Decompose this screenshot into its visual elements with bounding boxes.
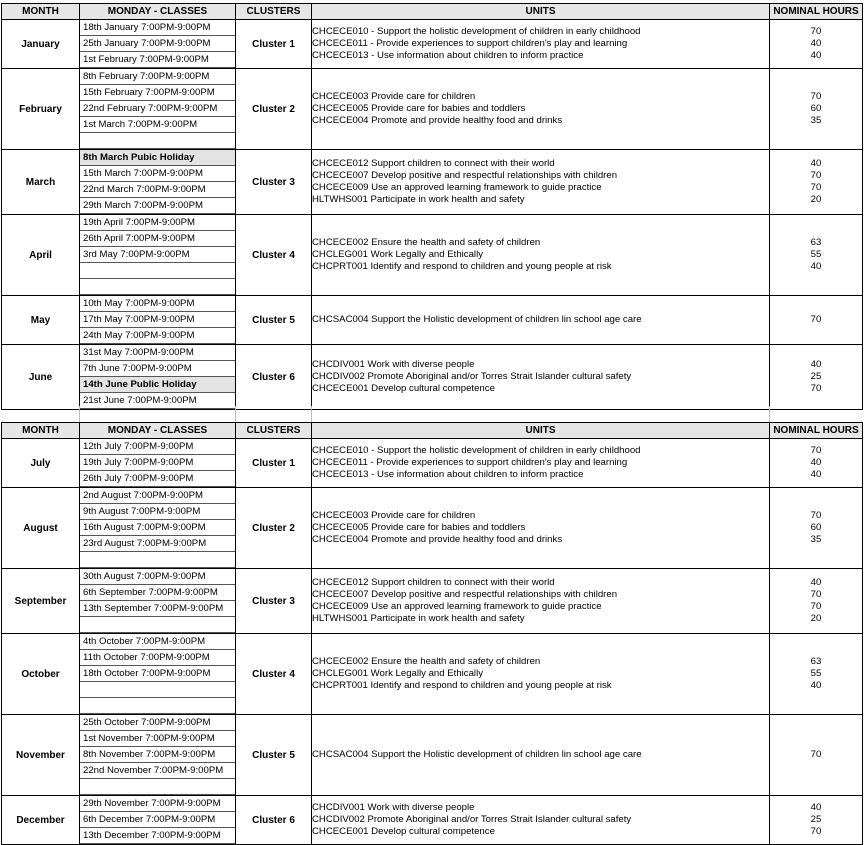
- unit-line: CHCECE007 Develop positive and respectful relationships with children: [312, 170, 618, 181]
- classes-cell: [80, 296, 236, 345]
- hours-value: 40: [810, 469, 822, 480]
- month-cell: June: [2, 345, 80, 410]
- hours-value: 25: [810, 371, 822, 382]
- class-slot: 22nd November 7:00PM-9:00PM: [80, 763, 235, 779]
- unit-line: CHCDIV002 Promote Aboriginal and/or Torres Strait Islander cultural safety: [312, 814, 632, 825]
- units-cell: [312, 634, 770, 715]
- unit-line: CHCSAC004 Support the Holistic development of children lin school age care: [312, 749, 642, 760]
- month-row-july: [2, 439, 863, 488]
- cluster-cell: Cluster 4: [236, 215, 312, 296]
- hours-value: 40: [810, 359, 822, 370]
- units-cell: [312, 796, 770, 845]
- hours-value: 70: [810, 826, 822, 837]
- month-row-february: [2, 69, 863, 150]
- units-cell: [312, 715, 770, 796]
- cluster-cell: Cluster 1: [236, 439, 312, 488]
- units-cell: [312, 296, 770, 345]
- month-cell: April: [2, 215, 80, 296]
- unit-line: CHCECE013 - Use information about children to inform practice: [312, 50, 584, 61]
- hours-value: 20: [810, 613, 822, 624]
- hours-cell: [770, 345, 863, 410]
- month-cell: September: [2, 569, 80, 634]
- month-row-november: [2, 715, 863, 796]
- class-slot: 6th September 7:00PM-9:00PM: [80, 585, 235, 601]
- class-slot: 11th October 7:00PM-9:00PM: [80, 650, 235, 666]
- hours-value: 70: [810, 383, 822, 394]
- hours-cell: [770, 150, 863, 215]
- classes-cell: [80, 569, 236, 634]
- month-cell: July: [2, 439, 80, 488]
- month-cell: May: [2, 296, 80, 345]
- cluster-cell: Cluster 6: [236, 796, 312, 845]
- class-slot: 7th June 7:00PM-9:00PM: [80, 361, 235, 377]
- hours-cell: [770, 215, 863, 296]
- month-row-june: [2, 345, 863, 410]
- cluster-cell: Cluster 2: [236, 69, 312, 150]
- hours-value: 70: [810, 445, 822, 456]
- month-row-december: [2, 796, 863, 845]
- schedule-table-first-half: [1, 3, 863, 410]
- unit-line: CHCPRT001 Identify and respond to children and young people at risk: [312, 261, 612, 272]
- class-slot: 19th July 7:00PM-9:00PM: [80, 455, 235, 471]
- class-slot: [80, 133, 235, 149]
- hours-value: 40: [810, 457, 822, 468]
- hours-header: NOMINAL HOURS: [770, 4, 863, 20]
- unit-line: CHCLEG001 Work Legally and Ethically: [312, 668, 483, 679]
- class-slot: 2nd August 7:00PM-9:00PM: [80, 488, 235, 504]
- table-gap: [1, 406, 862, 422]
- unit-line: CHCECE007 Develop positive and respectful relationships with children: [312, 589, 618, 600]
- class-slot: 19th April 7:00PM-9:00PM: [80, 215, 235, 231]
- class-slot: 26th July 7:00PM-9:00PM: [80, 471, 235, 487]
- class-slot: 1st March 7:00PM-9:00PM: [80, 117, 235, 133]
- hours-value: 70: [810, 749, 822, 760]
- class-slot: 15th March 7:00PM-9:00PM: [80, 166, 235, 182]
- unit-line: CHCECE005 Provide care for babies and toddlers: [312, 103, 526, 114]
- units-cell: [312, 488, 770, 569]
- hours-cell: [770, 569, 863, 634]
- hours-value: 70: [810, 589, 822, 600]
- class-slot: 8th February 7:00PM-9:00PM: [80, 69, 235, 85]
- unit-line: CHCECE004 Promote and provide healthy food and drinks: [312, 534, 563, 545]
- class-slot: [80, 698, 235, 714]
- unit-line: HLTWHS001 Participate in work health and safety: [312, 194, 525, 205]
- header-row: [2, 423, 863, 439]
- hours-value: 70: [810, 182, 822, 193]
- class-slot: 1st November 7:00PM-9:00PM: [80, 731, 235, 747]
- hours-value: 70: [810, 170, 822, 181]
- class-slot: 26th April 7:00PM-9:00PM: [80, 231, 235, 247]
- classes-header: MONDAY - CLASSES: [80, 423, 236, 439]
- class-slot: 13th December 7:00PM-9:00PM: [80, 828, 235, 844]
- classes-header: MONDAY - CLASSES: [80, 4, 236, 20]
- hours-cell: [770, 439, 863, 488]
- hours-value: 40: [810, 261, 822, 272]
- month-row-march: [2, 150, 863, 215]
- hours-value: 55: [810, 249, 822, 260]
- classes-cell: [80, 439, 236, 488]
- hours-cell: [770, 634, 863, 715]
- cluster-cell: Cluster 3: [236, 569, 312, 634]
- hours-value: 25: [810, 814, 822, 825]
- hours-cell: [770, 69, 863, 150]
- class-slot: 25th October 7:00PM-9:00PM: [80, 715, 235, 731]
- clusters-header: CLUSTERS: [236, 423, 312, 439]
- unit-line: CHCECE005 Provide care for babies and toddlers: [312, 522, 526, 533]
- hours-value: 60: [810, 522, 822, 533]
- units-header: UNITS: [312, 4, 770, 20]
- month-cell: December: [2, 796, 80, 845]
- classes-cell: [80, 488, 236, 569]
- classes-cell: [80, 796, 236, 845]
- month-row-october: [2, 634, 863, 715]
- class-slot: 8th November 7:00PM-9:00PM: [80, 747, 235, 763]
- unit-line: CHCDIV001 Work with diverse people: [312, 359, 475, 370]
- hours-value: 63: [810, 656, 822, 667]
- classes-cell: [80, 150, 236, 215]
- month-cell: March: [2, 150, 80, 215]
- holiday-slot: 8th March Pubic Holiday: [80, 150, 235, 166]
- hours-value: 20: [810, 194, 822, 205]
- month-cell: November: [2, 715, 80, 796]
- class-slot: 21st June 7:00PM-9:00PM: [80, 393, 235, 409]
- hours-value: 35: [810, 115, 822, 126]
- units-cell: [312, 569, 770, 634]
- class-slot: 13th September 7:00PM-9:00PM: [80, 601, 235, 617]
- class-slot: 9th August 7:00PM-9:00PM: [80, 504, 235, 520]
- unit-line: CHCECE003 Provide care for children: [312, 91, 476, 102]
- hours-value: 40: [810, 38, 822, 49]
- class-slot: 3rd May 7:00PM-9:00PM: [80, 247, 235, 263]
- hours-value: 40: [810, 680, 822, 691]
- units-cell: [312, 215, 770, 296]
- class-slot: 22nd March 7:00PM-9:00PM: [80, 182, 235, 198]
- units-cell: [312, 69, 770, 150]
- class-slot: 12th July 7:00PM-9:00PM: [80, 439, 235, 455]
- classes-cell: [80, 634, 236, 715]
- class-slot: 30th August 7:00PM-9:00PM: [80, 569, 235, 585]
- class-slot: 10th May 7:00PM-9:00PM: [80, 296, 235, 312]
- hours-value: 40: [810, 158, 822, 169]
- hours-cell: [770, 715, 863, 796]
- unit-line: CHCECE002 Ensure the health and safety of children: [312, 237, 541, 248]
- unit-line: CHCECE011 - Provide experiences to support children's play and learning: [312, 457, 628, 468]
- month-row-january: [2, 20, 863, 69]
- holiday-slot: 14th June Public Holiday: [80, 377, 235, 393]
- unit-line: CHCDIV002 Promote Aboriginal and/or Torres Strait Islander cultural safety: [312, 371, 632, 382]
- schedule-table-second-half: [1, 422, 863, 845]
- cluster-cell: Cluster 5: [236, 715, 312, 796]
- class-slot: 23rd August 7:00PM-9:00PM: [80, 536, 235, 552]
- hours-value: 70: [810, 91, 822, 102]
- hours-value: 70: [810, 510, 822, 521]
- hours-value: 35: [810, 534, 822, 545]
- month-cell: August: [2, 488, 80, 569]
- class-slot: 24th May 7:00PM-9:00PM: [80, 328, 235, 344]
- classes-cell: [80, 715, 236, 796]
- clusters-header: CLUSTERS: [236, 4, 312, 20]
- class-slot: 31st May 7:00PM-9:00PM: [80, 345, 235, 361]
- month-row-september: [2, 569, 863, 634]
- classes-cell: [80, 20, 236, 69]
- unit-line: CHCECE012 Support children to connect with their world: [312, 577, 555, 588]
- class-slot: 15th February 7:00PM-9:00PM: [80, 85, 235, 101]
- hours-value: 70: [810, 314, 822, 325]
- class-slot: [80, 779, 235, 795]
- unit-line: CHCECE001 Develop cultural competence: [312, 826, 495, 837]
- class-slot: 18th January 7:00PM-9:00PM: [80, 20, 235, 36]
- class-slot: 29th November 7:00PM-9:00PM: [80, 796, 235, 812]
- month-cell: February: [2, 69, 80, 150]
- hours-value: 55: [810, 668, 822, 679]
- month-row-august: [2, 488, 863, 569]
- class-slot: 6th December 7:00PM-9:00PM: [80, 812, 235, 828]
- units-cell: [312, 439, 770, 488]
- class-slot: 18th October 7:00PM-9:00PM: [80, 666, 235, 682]
- cluster-cell: Cluster 4: [236, 634, 312, 715]
- class-slot: [80, 263, 235, 279]
- month-header: MONTH: [2, 4, 80, 20]
- class-slot: [80, 552, 235, 568]
- month-header: MONTH: [2, 423, 80, 439]
- class-slot: 29th March 7:00PM-9:00PM: [80, 198, 235, 214]
- classes-cell: [80, 345, 236, 410]
- hours-cell: [770, 296, 863, 345]
- unit-line: CHCSAC004 Support the Holistic development of children lin school age care: [312, 314, 642, 325]
- unit-line: CHCDIV001 Work with diverse people: [312, 802, 475, 813]
- hours-header: NOMINAL HOURS: [770, 423, 863, 439]
- cluster-cell: Cluster 3: [236, 150, 312, 215]
- units-header: UNITS: [312, 423, 770, 439]
- unit-line: CHCECE013 - Use information about children to inform practice: [312, 469, 584, 480]
- class-slot: [80, 682, 235, 698]
- month-cell: October: [2, 634, 80, 715]
- hours-cell: [770, 796, 863, 845]
- hours-value: 70: [810, 601, 822, 612]
- hours-cell: [770, 488, 863, 569]
- month-row-april: [2, 215, 863, 296]
- classes-cell: [80, 69, 236, 150]
- unit-line: CHCECE009 Use an approved learning framework to guide practice: [312, 601, 602, 612]
- unit-line: CHCECE003 Provide care for children: [312, 510, 476, 521]
- hours-value: 40: [810, 577, 822, 588]
- hours-value: 63: [810, 237, 822, 248]
- class-slot: 25th January 7:00PM-9:00PM: [80, 36, 235, 52]
- class-slot: 17th May 7:00PM-9:00PM: [80, 312, 235, 328]
- units-cell: [312, 345, 770, 410]
- hours-cell: [770, 20, 863, 69]
- unit-line: CHCECE002 Ensure the health and safety of children: [312, 656, 541, 667]
- unit-line: CHCECE012 Support children to connect with their world: [312, 158, 555, 169]
- unit-line: CHCECE009 Use an approved learning framework to guide practice: [312, 182, 602, 193]
- units-cell: [312, 20, 770, 69]
- unit-line: CHCECE011 - Provide experiences to support children's play and learning: [312, 38, 628, 49]
- classes-cell: [80, 215, 236, 296]
- class-slot: 1st February 7:00PM-9:00PM: [80, 52, 235, 68]
- hours-value: 40: [810, 50, 822, 61]
- hours-value: 60: [810, 103, 822, 114]
- header-row: [2, 4, 863, 20]
- unit-line: CHCECE004 Promote and provide healthy food and drinks: [312, 115, 563, 126]
- unit-line: CHCECE001 Develop cultural competence: [312, 383, 495, 394]
- units-cell: [312, 150, 770, 215]
- unit-line: HLTWHS001 Participate in work health and safety: [312, 613, 525, 624]
- cluster-cell: Cluster 2: [236, 488, 312, 569]
- month-row-may: [2, 296, 863, 345]
- month-cell: January: [2, 20, 80, 69]
- class-slot: [80, 617, 235, 633]
- class-slot: 22nd February 7:00PM-9:00PM: [80, 101, 235, 117]
- hours-value: 70: [810, 26, 822, 37]
- unit-line: CHCECE010 - Support the holistic development of children in early childhood: [312, 445, 641, 456]
- unit-line: CHCLEG001 Work Legally and Ethically: [312, 249, 483, 260]
- unit-line: CHCECE010 - Support the holistic development of children in early childhood: [312, 26, 641, 37]
- class-slot: 16th August 7:00PM-9:00PM: [80, 520, 235, 536]
- class-slot: [80, 279, 235, 295]
- cluster-cell: Cluster 5: [236, 296, 312, 345]
- cluster-cell: Cluster 1: [236, 20, 312, 69]
- hours-value: 40: [810, 802, 822, 813]
- cluster-cell: Cluster 6: [236, 345, 312, 410]
- unit-line: CHCPRT001 Identify and respond to children and young people at risk: [312, 680, 612, 691]
- class-slot: 4th October 7:00PM-9:00PM: [80, 634, 235, 650]
